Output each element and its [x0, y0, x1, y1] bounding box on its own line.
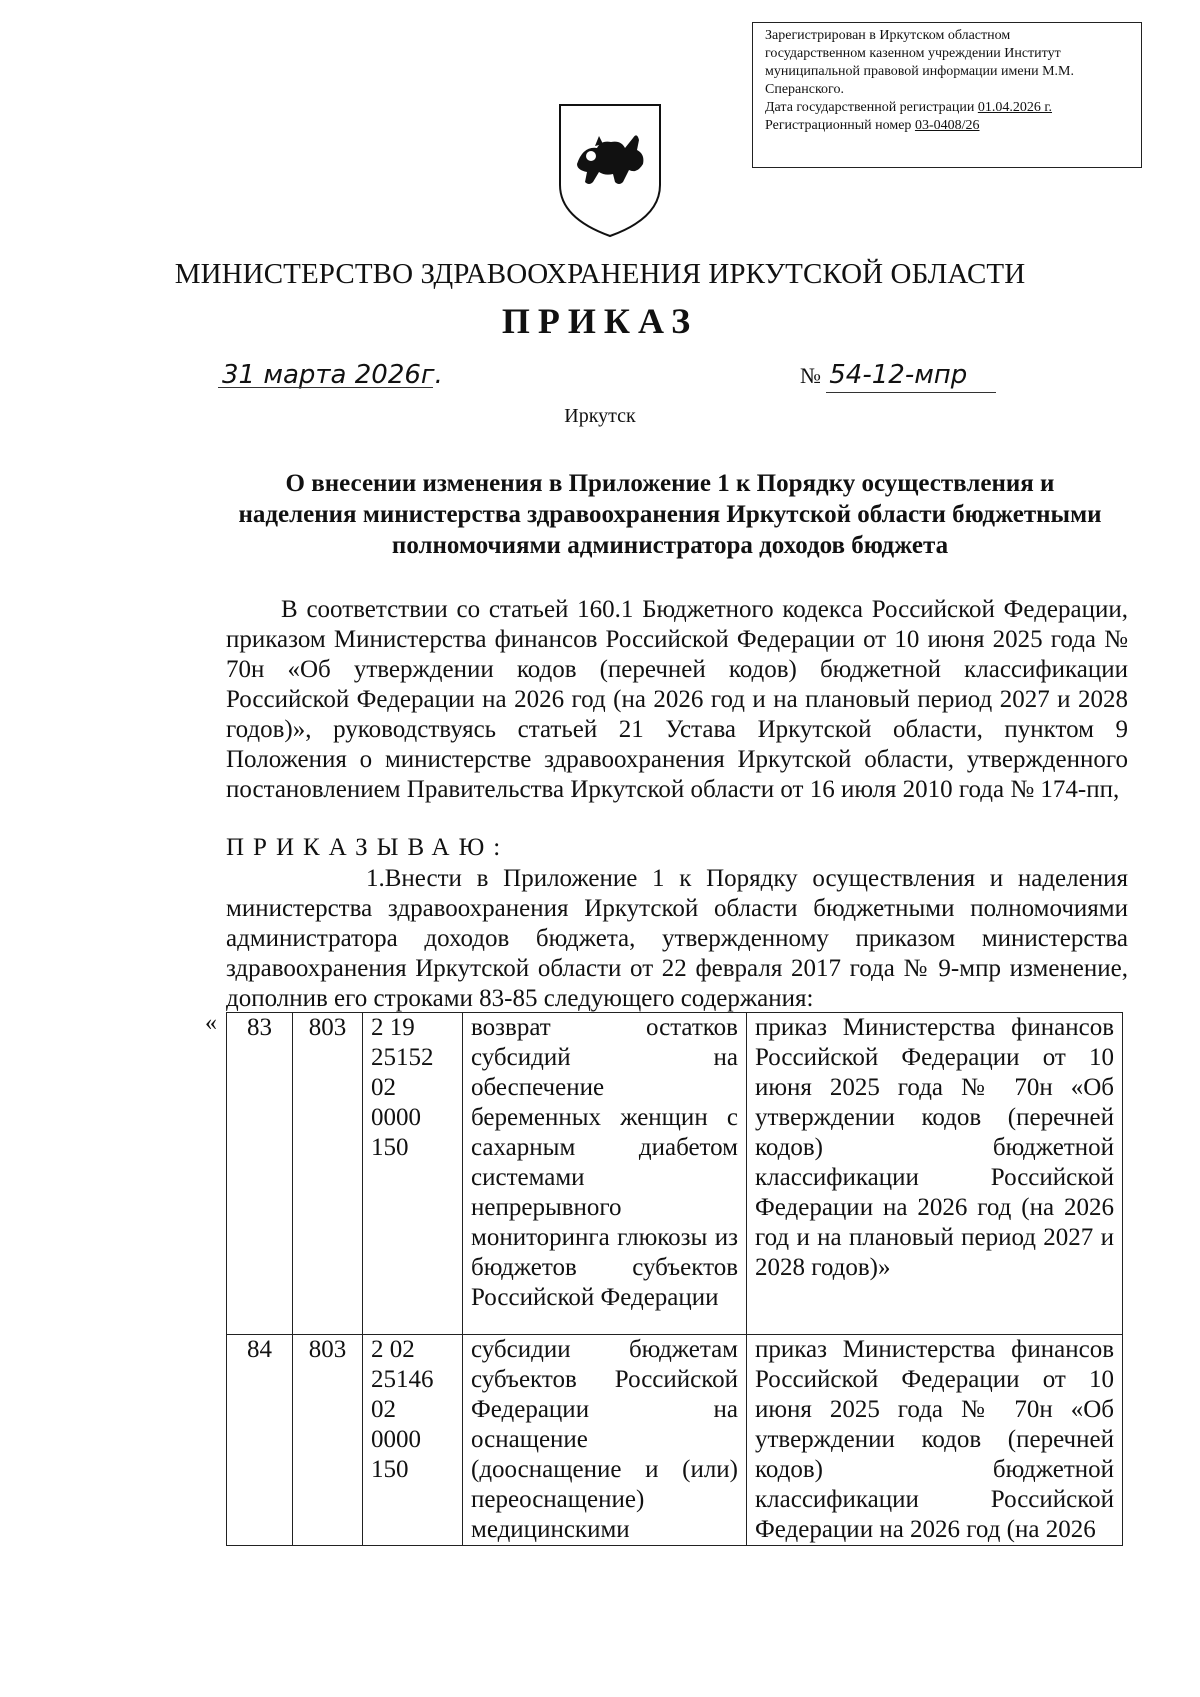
budget-code-part: 0000 — [371, 1426, 421, 1453]
city-name: Иркутск — [564, 405, 636, 427]
income-name: возврат остатков субсидий на обеспечение беременных женщин с сахарным диабетом системами непрерывного мониторинга глюкозы из бюджетов субъектов Российской Федерации — [463, 1013, 747, 1335]
admin-code: 803 — [293, 1335, 363, 1546]
document-number — [800, 360, 967, 390]
registration-number-label: Регистрационный номер — [765, 118, 912, 133]
registration-date-label: Дата государственной регистрации — [765, 100, 975, 115]
budget-code-part: 25152 — [371, 1044, 434, 1071]
handwritten-number: 54-12-мпр — [829, 360, 968, 390]
budget-code-part: 02 — [371, 1396, 396, 1423]
document-title: О внесении изменения в Приложение 1 к Порядку осуществления и наделения министерства здравоохранения Иркутской области бюджетными полномочиями администратора доходов бюджета — [238, 470, 1102, 559]
coat-of-arms-icon — [555, 100, 665, 240]
budget-code-part: 25146 — [371, 1366, 434, 1393]
number-underline — [826, 392, 996, 393]
registration-stamp — [752, 22, 1142, 168]
budget-code-part: 150 — [371, 1134, 409, 1161]
budget-code — [363, 1013, 463, 1335]
handwritten-date: 31 марта 2026г. — [222, 360, 443, 390]
budget-code-part: 2 02 — [371, 1336, 415, 1363]
ministry-name: МИНИСТЕРСТВО ЗДРАВООХРАНЕНИЯ ИРКУТСКОЙ ОБЛАСТИ — [174, 258, 1026, 290]
registration-number — [765, 117, 1133, 135]
registration-line: Зарегистрирован в Иркутском областном — [765, 28, 1011, 43]
registration-date-value: 01.04.2026 г. — [977, 100, 1052, 115]
legal-basis: приказ Министерства финансов Российской Федерации от 10 июня 2025 года № 70н «Об утверждении кодов (перечней кодов) бюджетной классификации Российской Федерации на 2026 год (на 2026 год и на плановый период 2027 и 2028 годов)» — [747, 1013, 1123, 1335]
document-type-heading: ПРИКАЗ — [501, 301, 699, 341]
budget-code — [363, 1335, 463, 1546]
preamble-paragraph: В соответствии со статьей 160.1 Бюджетного кодекса Российской Федерации, приказом Министерства финансов Российской Федерации от 10 июня 2025 года № 70н «Об утверждении кодов (перечней кодов) бюджетной классификации Российской Федерации на 2026 год (на 2026 год и на плановый период 2027 и 2028 годов)», руководствуясь статьей 21 Устава Иркутской области, пунктом 9 Положения о министерстве здравоохранения Иркутской области, утвержденного постановлением Правительства Иркутской области от 16 июля 2010 года № 174-пп, — [226, 596, 1128, 803]
registration-line: муниципальной правовой информации имени М.М. — [765, 64, 1074, 79]
order-word: ПРИКАЗЫВАЮ: — [226, 834, 510, 861]
registration-number-value: 03-0408/26 — [914, 118, 980, 133]
row-number: 83 — [227, 1013, 293, 1335]
budget-code-part: 150 — [371, 1456, 409, 1483]
table-row — [227, 1013, 1123, 1335]
admin-code: 803 — [293, 1013, 363, 1335]
legal-basis: приказ Министерства финансов Российской Федерации от 10 июня 2025 года № 70н «Об утверждении кодов (перечней кодов) бюджетной классификации Российской Федерации на 2026 год (на 2026 — [747, 1335, 1123, 1546]
budget-code-part: 02 — [371, 1074, 396, 1101]
budget-code-part: 2 19 — [371, 1014, 415, 1041]
registration-line: государственном казенном учреждении Институт — [765, 46, 1061, 61]
appendix-table — [226, 1012, 1123, 1546]
registration-line: Сперанского. — [765, 82, 844, 97]
row-number: 84 — [227, 1335, 293, 1546]
budget-code-part: 0000 — [371, 1104, 421, 1131]
table-row — [227, 1335, 1123, 1546]
opening-quote: « — [205, 1010, 217, 1036]
income-name: субсидии бюджетам субъектов Российской Федерации на оснащение (дооснащение и (или) переоснащение) медицинскими — [463, 1335, 747, 1546]
registration-date — [765, 99, 1133, 117]
number-sign: № — [800, 363, 821, 388]
item-1-paragraph: 1.Внести в Приложение 1 к Порядку осуществления и наделения министерства здравоохранения Иркутской области бюджетными полномочиями администратора доходов бюджета, утвержденному приказом министерства здравоохранения Иркутской области от 22 февраля 2017 года № 9-мпр изменение, дополнив его строками 83-85 следующего содержания: — [226, 865, 1128, 1012]
